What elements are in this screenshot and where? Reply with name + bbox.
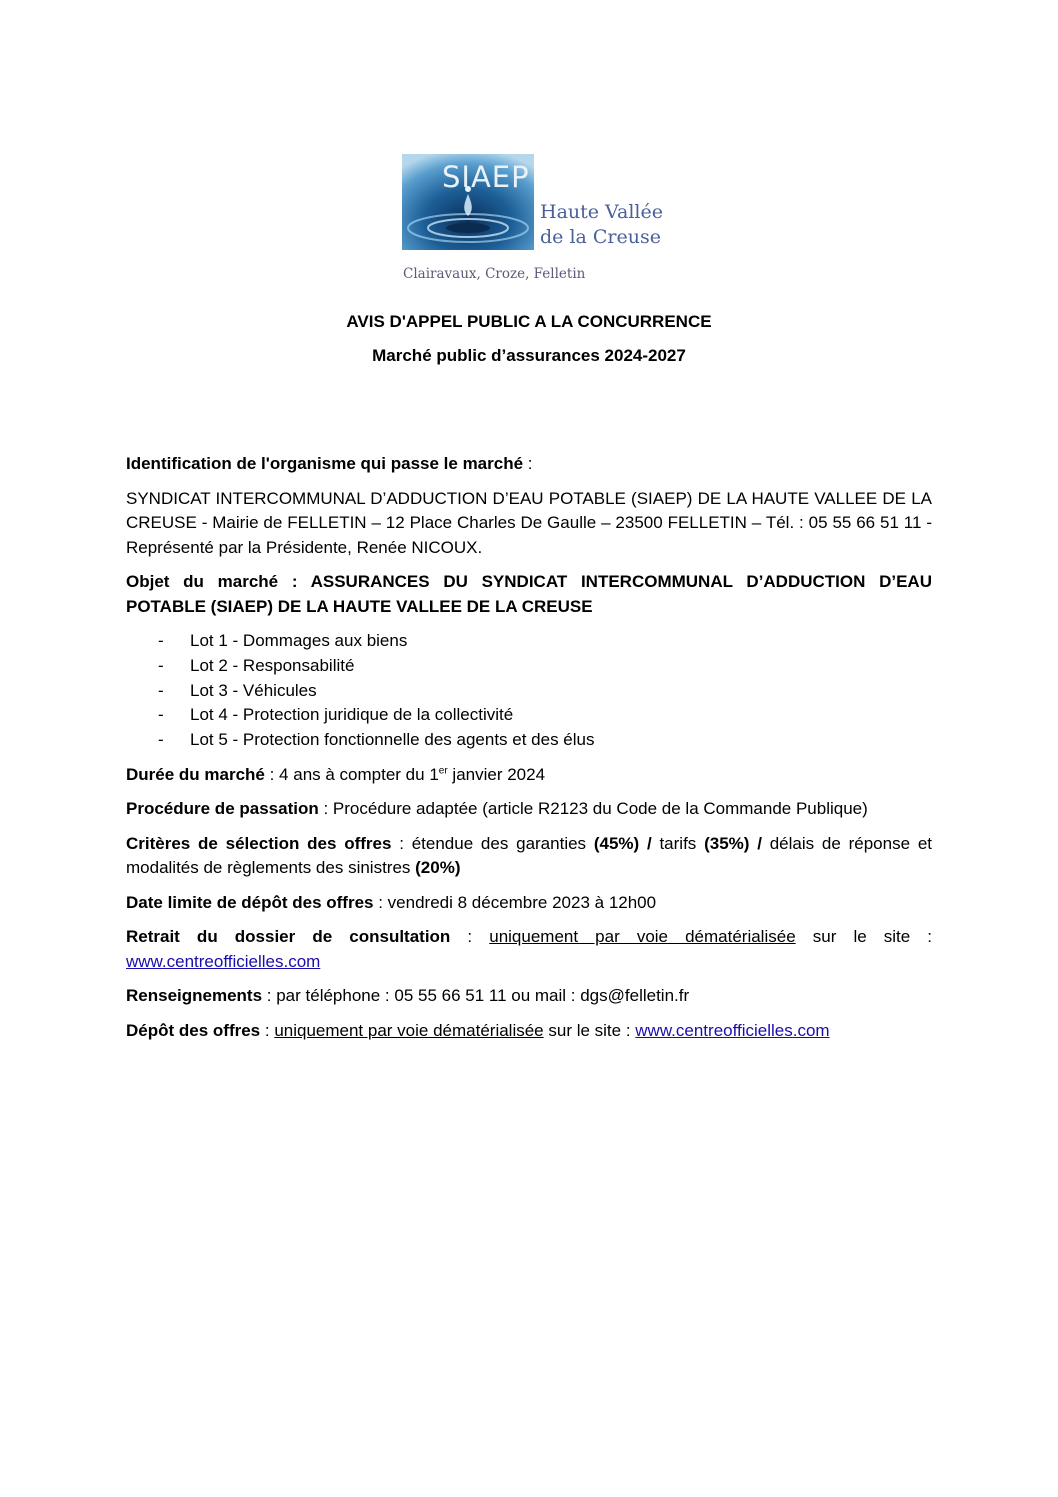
duree-label: Durée du marché <box>126 764 265 784</box>
document-body <box>126 452 932 1053</box>
procedure-label: Procédure de passation <box>126 799 319 819</box>
retrait-text-1: : <box>450 927 490 947</box>
retrait-website-link[interactable]: www.centreofficielles.com <box>126 951 321 971</box>
date-limite-text: : vendredi 8 décembre 2023 à 12h00 <box>373 892 657 912</box>
criteres-text-2: tarifs <box>651 833 705 853</box>
depot-paragraph <box>126 1019 932 1044</box>
lots-list <box>126 629 932 753</box>
procedure-paragraph <box>126 797 932 822</box>
identification-text: SYNDICAT INTERCOMMUNAL D’ADDUCTION D’EAU POTABLE (SIAEP) DE LA HAUTE VALLEE DE LA CREUSE - Mairie de FELLETIN – 12 Place Charles De Gaulle – 23500 FELLETIN – Tél. : 05 55 66 51 11 - Représenté par la Présidente, Renée NICOUX. <box>126 488 932 557</box>
criteres-text-3: délais de réponse et modalités de règlements des sinistres <box>126 833 932 878</box>
criteres-weight-2: (35%) / <box>704 833 762 853</box>
duree-text-after: janvier 2024 <box>447 764 546 784</box>
depot-underlined: uniquement par voie dématérialisée <box>274 1020 544 1040</box>
siaep-logo <box>402 154 682 284</box>
identification-label: Identification de l'organisme qui passe le marché <box>126 454 524 473</box>
depot-text-2: sur le site : <box>543 1020 636 1040</box>
lot-label: Lot 1 - Dommages aux biens <box>190 631 408 650</box>
renseignements-paragraph <box>126 984 932 1009</box>
list-item: - Lot 4 - Protection juridique de la collectivité <box>158 705 514 725</box>
logo-tagline <box>540 200 663 250</box>
procedure-text: : Procédure adaptée (article R2123 du Code de la Commande Publique) <box>318 799 868 819</box>
document-subtitle: Marché public d’assurances 2024-2027 <box>372 346 686 365</box>
lot-label: Lot 2 - Responsabilité <box>190 655 355 675</box>
logo-communes: Clairavaux, Croze, Felletin <box>403 266 586 282</box>
logo-name: SIAEP <box>442 160 530 194</box>
date-limite-paragraph <box>126 891 932 916</box>
list-item: - Lot 3 - Véhicules <box>158 680 317 700</box>
duree-text: : 4 ans à compter du 1 <box>264 764 439 784</box>
document-title: AVIS D'APPEL PUBLIC A LA CONCURRENCE <box>346 312 712 331</box>
lot-label: Lot 3 - Véhicules <box>190 680 317 700</box>
criteres-label: Critères de sélection des offres <box>126 833 392 853</box>
depot-label: Dépôt des offres <box>126 1020 261 1040</box>
depot-website-link[interactable]: www.centreofficielles.com <box>635 1020 830 1040</box>
logo-tagline-line2: de la Creuse <box>540 226 661 248</box>
identification-heading <box>126 452 932 477</box>
depot-text-1: : <box>260 1020 275 1040</box>
water-drop-image <box>402 154 534 250</box>
list-item: - Lot 1 - Dommages aux biens <box>158 631 408 650</box>
criteres-weight-1: (45%) / <box>593 833 652 853</box>
lot-label: Lot 4 - Protection juridique de la collectivité <box>190 705 514 725</box>
duree-paragraph <box>126 763 932 788</box>
criteres-text-1: : étendue des garanties <box>391 833 594 853</box>
lot-label: Lot 5 - Protection fonctionnelle des agents et des élus <box>190 730 595 750</box>
retrait-underlined: uniquement par voie dématérialisée <box>489 927 796 947</box>
identification-sep: : <box>523 454 533 473</box>
objet-heading: Objet du marché : ASSURANCES DU SYNDICAT INTERCOMMUNAL D’ADDUCTION D’EAU POTABLE (SIAEP) DE LA HAUTE VALLEE DE LA CREUSE <box>126 572 932 616</box>
renseignements-label: Renseignements <box>126 986 263 1006</box>
renseignements-text: : par téléphone : 05 55 66 51 11 ou mail : dgs@felletin.fr <box>262 986 690 1006</box>
criteres-paragraph <box>126 832 932 881</box>
retrait-label: Retrait du dossier de consultation <box>126 927 451 947</box>
list-item: - Lot 5 - Protection fonctionnelle des agents et des élus <box>158 730 595 750</box>
list-item: - Lot 2 - Responsabilité <box>158 655 355 675</box>
logo-tagline-line1: Haute Vallée <box>540 201 663 223</box>
criteres-weight-3: (20%) <box>415 858 461 878</box>
duree-sup: er <box>438 765 448 777</box>
date-limite-label: Date limite de dépôt des offres <box>126 892 374 912</box>
retrait-text-2: sur le site : <box>795 927 933 947</box>
retrait-paragraph <box>126 925 932 974</box>
